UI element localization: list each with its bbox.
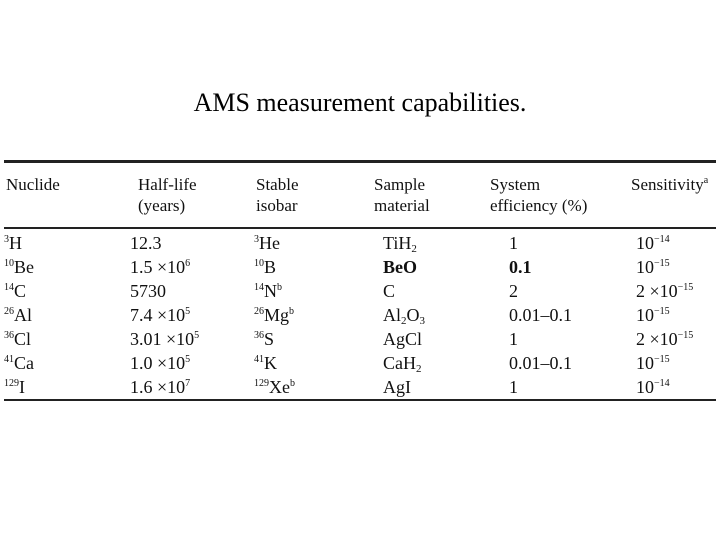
half-life-value: 7.4 ×10 [130, 305, 186, 325]
sample-material: $Al_2O_3$ [383, 305, 425, 327]
half-life-cell [130, 352, 190, 374]
isobar-cell [254, 304, 294, 326]
half-life-cell [130, 328, 199, 350]
isobar-element: S [264, 329, 275, 349]
sensitivity-cell [636, 352, 670, 374]
sensitivity-cell [636, 304, 670, 326]
sensitivity-cell [636, 280, 693, 302]
isobar-element: Mg [264, 305, 290, 325]
sample-material: AgI [383, 377, 411, 397]
nuclide-element: Ca [14, 353, 34, 373]
sensitivity-exponent: −14 [654, 234, 670, 245]
header-sensitivity: Sensitivity$^a$ [631, 175, 709, 194]
nuclide-cell [4, 328, 31, 350]
nuclide-mass: 26 [4, 306, 14, 317]
sample-material: BeO [383, 257, 417, 277]
sample-material: C [383, 281, 396, 301]
sensitivity-base: 10 [636, 353, 654, 373]
efficiency-cell: 2 [509, 281, 518, 301]
sensitivity-exponent: −15 [654, 258, 670, 269]
isobar-footnote: b [290, 378, 295, 389]
efficiency-cell: 1 [509, 329, 518, 349]
nuclide-cell [4, 304, 32, 326]
nuclide-cell [4, 352, 34, 374]
nuclide-cell [4, 232, 22, 254]
header-nuclide: Nuclide [6, 175, 60, 194]
isobar-footnote: b [289, 306, 295, 317]
sample-material: TiH$_2$ [383, 233, 417, 255]
sensitivity-base: 10 [636, 233, 654, 253]
half-life-cell [130, 232, 162, 254]
nuclide-mass: 3 [4, 234, 9, 245]
efficiency-cell: 0.1 [509, 257, 532, 277]
half-life-value: 12.3 [130, 233, 162, 253]
nuclide-element: C [14, 281, 27, 301]
sensitivity-base: 10 [659, 329, 678, 349]
isobar-cell [254, 376, 295, 398]
sample-cell [383, 352, 422, 374]
sensitivity-exponent: −15 [677, 282, 694, 293]
header-system-efficiency: System efficiency (%) [490, 175, 588, 215]
nuclide-mass: 36 [4, 330, 14, 341]
isobar-mass: 41 [254, 354, 264, 365]
half-life-value: 1.5 ×10 [130, 257, 186, 277]
sample-cell [383, 256, 417, 278]
sample-cell [383, 280, 395, 302]
isobar-mass: 3 [254, 234, 259, 245]
half-life-cell [130, 256, 190, 278]
isobar-mass: 36 [254, 330, 264, 341]
header-sample-material: Sample material [374, 175, 430, 215]
nuclide-element: Al [14, 305, 32, 325]
header-half-life: Half-life (years) [138, 175, 197, 215]
table-bottom-rule [4, 399, 716, 401]
isobar-element: K [264, 353, 277, 373]
nuclide-mass: 41 [4, 354, 14, 365]
table-header-rule [4, 227, 716, 229]
half-life-exponent: 5 [194, 330, 200, 341]
half-life-cell [130, 304, 190, 326]
isobar-mass: 129 [254, 378, 269, 389]
nuclide-element: H [9, 233, 22, 253]
half-life-exponent: 6 [185, 258, 191, 269]
half-life-cell [130, 280, 166, 302]
page-title: AMS measurement capabilities. [193, 88, 527, 117]
half-life-value: 5730 [130, 281, 166, 301]
isobar-mass: 26 [254, 306, 264, 317]
sensitivity-cell [636, 328, 693, 350]
isobar-element: He [259, 233, 280, 253]
half-life-value: 3.01 ×10 [130, 329, 195, 349]
half-life-cell [130, 376, 190, 398]
isobar-footnote: b [277, 282, 282, 293]
nuclide-element: Cl [14, 329, 32, 349]
half-life-exponent: 7 [185, 378, 191, 389]
isobar-mass: 10 [254, 258, 264, 269]
nuclide-mass: 10 [4, 258, 14, 269]
sensitivity-coef: 2 × [636, 281, 660, 301]
sensitivity-base: 10 [636, 305, 654, 325]
sensitivity-exponent: −14 [654, 378, 670, 389]
half-life-value: 1.6 ×10 [130, 377, 186, 397]
half-life-exponent: 5 [185, 354, 191, 365]
isobar-element: B [264, 257, 277, 277]
isobar-cell [254, 256, 276, 278]
sensitivity-base: 10 [636, 377, 654, 397]
header-stable-isobar: Stable isobar [256, 175, 299, 215]
isobar-mass: 14 [254, 282, 264, 293]
efficiency-cell: 0.01–0.1 [509, 305, 572, 325]
nuclide-mass: 129 [4, 378, 19, 389]
sensitivity-base: 10 [636, 257, 654, 277]
sample-cell [383, 328, 422, 350]
isobar-cell [254, 352, 277, 374]
nuclide-element: Be [14, 257, 34, 277]
sensitivity-base: 10 [659, 281, 678, 301]
nuclide-cell [4, 280, 26, 302]
table-top-rule [4, 160, 716, 163]
sample-material: AgCl [383, 329, 423, 349]
ams-table [4, 160, 716, 402]
efficiency-cell: 1 [509, 377, 518, 397]
sensitivity-cell [636, 376, 670, 398]
efficiency-cell: 1 [509, 233, 518, 253]
sample-cell [383, 232, 417, 254]
sensitivity-exponent: −15 [654, 306, 670, 317]
isobar-element: N [264, 281, 277, 301]
nuclide-mass: 14 [4, 282, 14, 293]
sensitivity-cell [636, 256, 670, 278]
nuclide-cell [4, 376, 25, 398]
sample-material: CaH$_2$ [383, 353, 422, 375]
efficiency-cell: 0.01–0.1 [509, 353, 572, 373]
half-life-exponent: 5 [185, 306, 191, 317]
isobar-cell [254, 232, 280, 254]
sensitivity-cell [636, 232, 670, 254]
sensitivity-exponent: −15 [654, 354, 670, 365]
nuclide-cell [4, 256, 34, 278]
sensitivity-coef: 2 × [636, 329, 660, 349]
half-life-value: 1.0 ×10 [130, 353, 186, 373]
isobar-element: Xe [269, 377, 290, 397]
nuclide-element: I [19, 377, 25, 397]
sample-cell [383, 304, 425, 326]
isobar-cell [254, 280, 282, 302]
isobar-cell [254, 328, 274, 350]
sample-cell [383, 376, 411, 398]
sensitivity-exponent: −15 [677, 330, 694, 341]
